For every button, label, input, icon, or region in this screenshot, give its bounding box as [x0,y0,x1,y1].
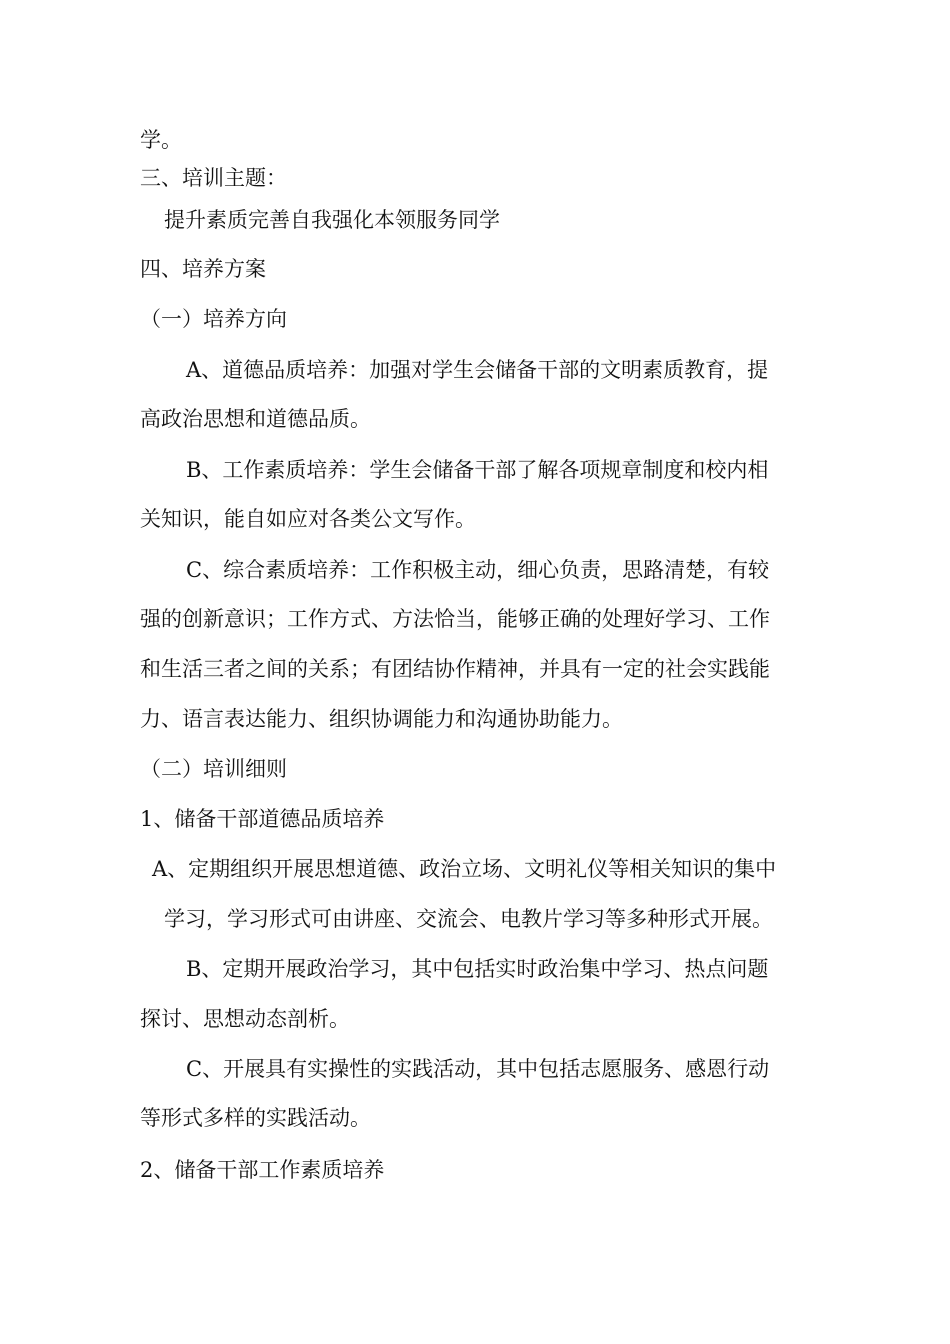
section-heading-4: 四、培养方案 [140,257,266,281]
paragraph-line: 关知识，能自如应对各类公文写作。 [140,507,476,531]
item-heading-1: 1、储备干部道德品质培养 [140,807,385,831]
paragraph-line: A、道德品质培养：加强对学生会储备干部的文明素质教育，提 [186,358,769,382]
paragraph-line: 强的创新意识；工作方式、方法恰当，能够正确的处理好学习、工作 [140,607,770,631]
paragraph-line: 学习，学习形式可由讲座、交流会、电教片学习等多种形式开展。 [164,907,773,931]
paragraph-line: B、定期开展政治学习，其中包括实时政治集中学习、热点问题 [186,957,769,981]
paragraph-line: C、开展具有实操性的实践活动，其中包括志愿服务、感恩行动 [186,1057,770,1081]
paragraph-line: B、工作素质培养：学生会储备干部了解各项规章制度和校内相 [186,458,769,482]
paragraph-line: C、综合素质培养：工作积极主动，细心负责，思路清楚，有较 [186,558,770,582]
subsection-heading-2: （二）培训细则 [140,757,287,781]
item-heading-2: 2、储备干部工作素质培养 [140,1158,385,1182]
paragraph-line: 等形式多样的实践活动。 [140,1106,371,1130]
text-line: 学。 [140,128,182,152]
paragraph-line: 探讨、思想动态剖析。 [140,1007,350,1031]
paragraph-line: 力、语言表达能力、组织协调能力和沟通协助能力。 [140,707,623,731]
section-heading-3: 三、培训主题： [140,166,287,190]
training-theme: 提升素质完善自我强化本领服务同学 [164,208,500,232]
paragraph-line: 和生活三者之间的关系；有团结协作精神，并具有一定的社会实践能 [140,657,770,681]
subsection-heading-1: （一）培养方向 [140,307,287,331]
paragraph-line: 高政治思想和道德品质。 [140,407,371,431]
paragraph-line: A、定期组织开展思想道德、政治立场、文明礼仪等相关知识的集中 [152,857,777,881]
